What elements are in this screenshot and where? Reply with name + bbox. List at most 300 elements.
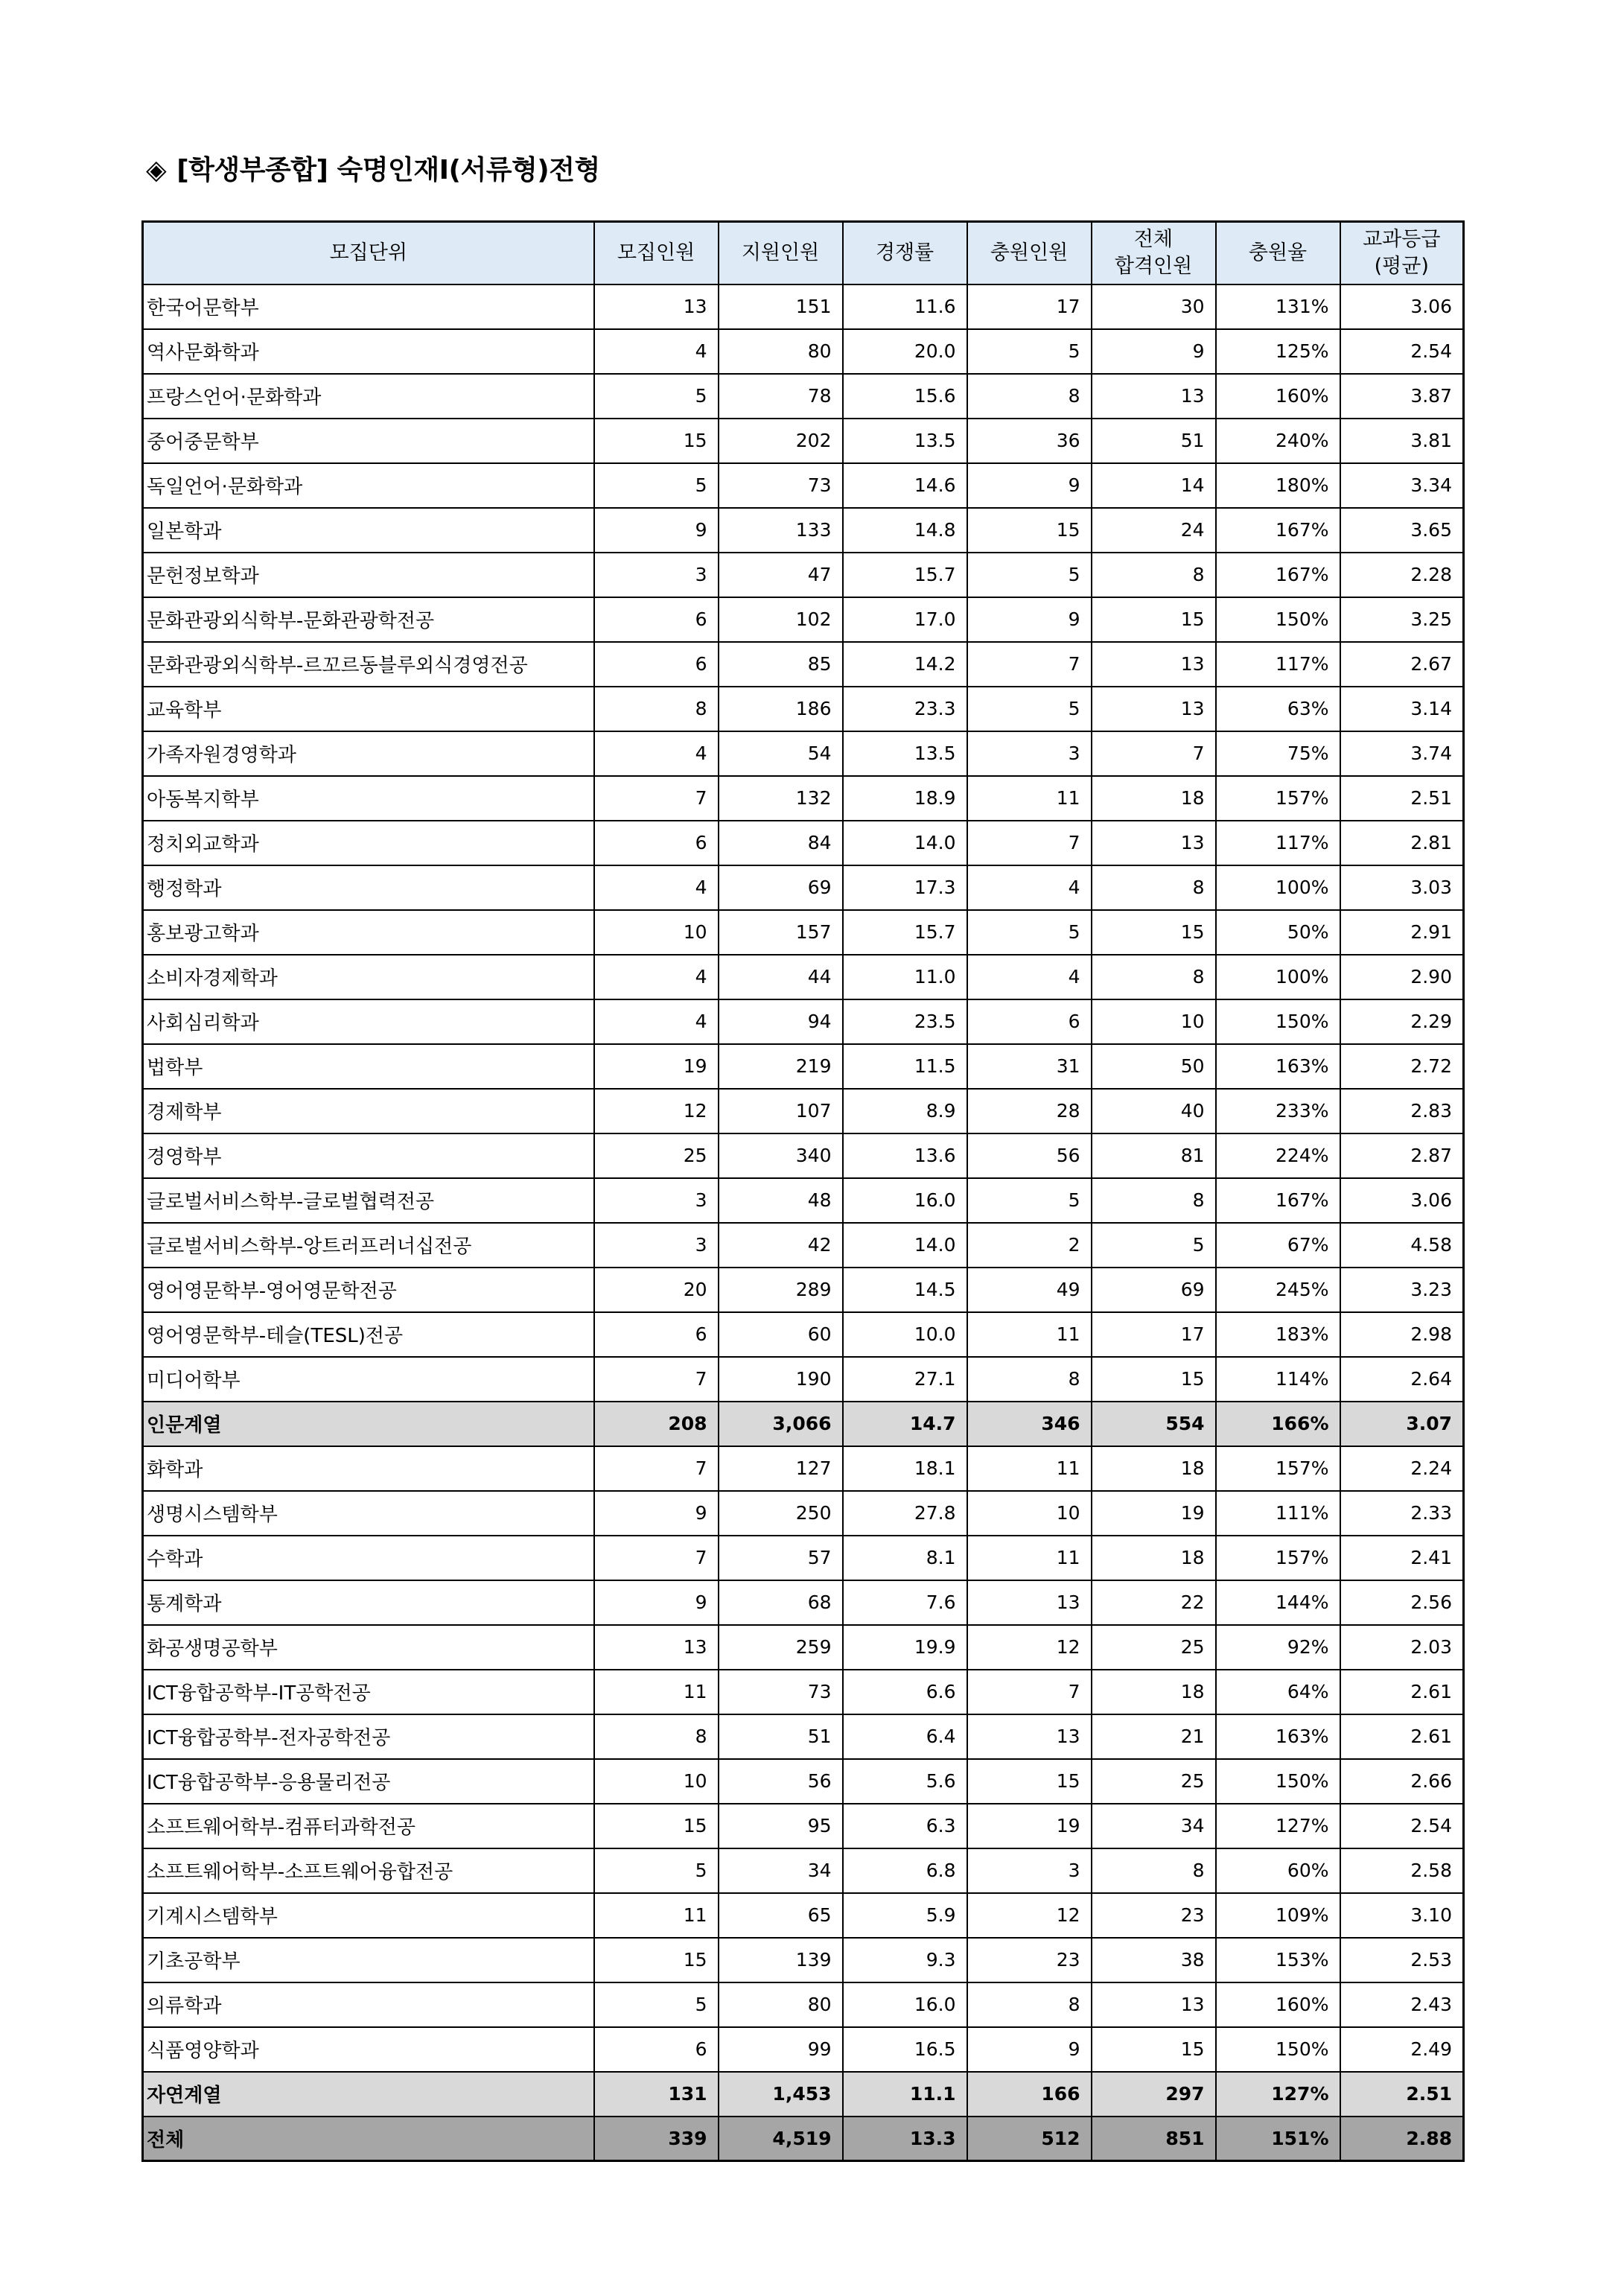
cell-total-admits: 69 xyxy=(1092,1268,1216,1312)
cell-quota: 5 xyxy=(594,374,719,419)
cell-unit: 글로벌서비스학부-앙트러프러너십전공 xyxy=(143,1223,594,1268)
cell-quota: 6 xyxy=(594,821,719,865)
cell-applicants: 69 xyxy=(719,865,843,910)
cell-competition-rate: 6.8 xyxy=(843,1848,967,1893)
cell-applicants: 289 xyxy=(719,1268,843,1312)
cell-unit: 행정학과 xyxy=(143,865,594,910)
cell-competition-rate: 14.0 xyxy=(843,1223,967,1268)
cell-additional-admits: 56 xyxy=(967,1133,1092,1178)
cell-quota: 25 xyxy=(594,1133,719,1178)
cell-unit: 아동복지학부 xyxy=(143,776,594,821)
cell-fill-rate: 109% xyxy=(1216,1893,1340,1938)
header-additional-admits: 충원인원 xyxy=(967,222,1092,284)
cell-total-admits: 18 xyxy=(1092,776,1216,821)
cell-competition-rate: 9.3 xyxy=(843,1938,967,1982)
cell-total-admits: 50 xyxy=(1092,1044,1216,1089)
cell-total-admits: 13 xyxy=(1092,642,1216,687)
table-row xyxy=(143,642,1464,687)
cell-grade-average: 2.41 xyxy=(1340,1536,1464,1580)
cell-quota: 13 xyxy=(594,284,719,329)
cell-competition-rate: 17.0 xyxy=(843,597,967,642)
table-row xyxy=(143,1893,1464,1938)
cell-fill-rate: 67% xyxy=(1216,1223,1340,1268)
cell-unit: 교육학부 xyxy=(143,687,594,731)
cell-unit: 한국어문학부 xyxy=(143,284,594,329)
cell-fill-rate: 166% xyxy=(1216,1402,1340,1446)
cell-quota: 9 xyxy=(594,1491,719,1536)
cell-competition-rate: 6.4 xyxy=(843,1714,967,1759)
cell-competition-rate: 15.7 xyxy=(843,910,967,955)
cell-total-admits: 81 xyxy=(1092,1133,1216,1178)
cell-applicants: 85 xyxy=(719,642,843,687)
cell-grade-average: 2.29 xyxy=(1340,999,1464,1044)
cell-fill-rate: 117% xyxy=(1216,821,1340,865)
subtotal-row xyxy=(143,2072,1464,2117)
cell-quota: 12 xyxy=(594,1089,719,1133)
table-row xyxy=(143,329,1464,374)
cell-unit: 기초공학부 xyxy=(143,1938,594,1982)
cell-additional-admits: 4 xyxy=(967,955,1092,999)
cell-competition-rate: 13.5 xyxy=(843,731,967,776)
cell-unit: 일본학과 xyxy=(143,508,594,553)
cell-competition-rate: 11.1 xyxy=(843,2072,967,2117)
cell-competition-rate: 11.0 xyxy=(843,955,967,999)
cell-quota: 4 xyxy=(594,731,719,776)
cell-unit: 프랑스언어·문화학과 xyxy=(143,374,594,419)
cell-additional-admits: 8 xyxy=(967,1357,1092,1402)
cell-total-admits: 8 xyxy=(1092,1848,1216,1893)
cell-total-admits: 9 xyxy=(1092,329,1216,374)
diamond-icon: ◈ xyxy=(146,155,167,185)
cell-additional-admits: 7 xyxy=(967,821,1092,865)
table-row xyxy=(143,597,1464,642)
cell-quota: 15 xyxy=(594,419,719,463)
table-row xyxy=(143,731,1464,776)
cell-total-admits: 19 xyxy=(1092,1491,1216,1536)
cell-competition-rate: 27.8 xyxy=(843,1491,967,1536)
cell-fill-rate: 157% xyxy=(1216,776,1340,821)
cell-additional-admits: 8 xyxy=(967,374,1092,419)
cell-fill-rate: 151% xyxy=(1216,2117,1340,2161)
cell-applicants: 132 xyxy=(719,776,843,821)
cell-applicants: 157 xyxy=(719,910,843,955)
header-fill-rate: 충원율 xyxy=(1216,222,1340,284)
cell-additional-admits: 12 xyxy=(967,1625,1092,1670)
cell-fill-rate: 127% xyxy=(1216,2072,1340,2117)
header-competition-rate: 경쟁률 xyxy=(843,222,967,284)
cell-applicants: 51 xyxy=(719,1714,843,1759)
cell-total-admits: 13 xyxy=(1092,687,1216,731)
cell-additional-admits: 10 xyxy=(967,1491,1092,1536)
cell-total-admits: 13 xyxy=(1092,821,1216,865)
cell-applicants: 133 xyxy=(719,508,843,553)
cell-competition-rate: 16.5 xyxy=(843,2027,967,2072)
cell-fill-rate: 131% xyxy=(1216,284,1340,329)
cell-grade-average: 2.49 xyxy=(1340,2027,1464,2072)
cell-grade-average: 2.83 xyxy=(1340,1089,1464,1133)
cell-unit: 글로벌서비스학부-글로벌협력전공 xyxy=(143,1178,594,1223)
cell-quota: 3 xyxy=(594,1178,719,1223)
cell-competition-rate: 13.5 xyxy=(843,419,967,463)
cell-additional-admits: 23 xyxy=(967,1938,1092,1982)
cell-grade-average: 4.58 xyxy=(1340,1223,1464,1268)
cell-fill-rate: 63% xyxy=(1216,687,1340,731)
cell-applicants: 60 xyxy=(719,1312,843,1357)
cell-unit: 미디어학부 xyxy=(143,1357,594,1402)
cell-total-admits: 851 xyxy=(1092,2117,1216,2161)
cell-total-admits: 297 xyxy=(1092,2072,1216,2117)
table-row xyxy=(143,999,1464,1044)
cell-additional-admits: 15 xyxy=(967,508,1092,553)
cell-competition-rate: 13.6 xyxy=(843,1133,967,1178)
cell-additional-admits: 8 xyxy=(967,1982,1092,2027)
cell-total-admits: 22 xyxy=(1092,1580,1216,1625)
table-row xyxy=(143,508,1464,553)
cell-grade-average: 2.58 xyxy=(1340,1848,1464,1893)
cell-quota: 6 xyxy=(594,597,719,642)
cell-total-admits: 15 xyxy=(1092,910,1216,955)
cell-unit: 소프트웨어학부-컴퓨터과학전공 xyxy=(143,1804,594,1848)
cell-competition-rate: 6.3 xyxy=(843,1804,967,1848)
cell-applicants: 56 xyxy=(719,1759,843,1804)
cell-competition-rate: 14.0 xyxy=(843,821,967,865)
cell-grade-average: 2.67 xyxy=(1340,642,1464,687)
cell-unit: 영어영문학부-영어영문학전공 xyxy=(143,1268,594,1312)
table-row xyxy=(143,1848,1464,1893)
table-row xyxy=(143,910,1464,955)
cell-unit: 화학과 xyxy=(143,1446,594,1491)
cell-applicants: 68 xyxy=(719,1580,843,1625)
cell-grade-average: 2.91 xyxy=(1340,910,1464,955)
cell-unit: 문화관광외식학부-문화관광학전공 xyxy=(143,597,594,642)
cell-fill-rate: 245% xyxy=(1216,1268,1340,1312)
cell-total-admits: 8 xyxy=(1092,865,1216,910)
cell-competition-rate: 5.6 xyxy=(843,1759,967,1804)
cell-unit: 수학과 xyxy=(143,1536,594,1580)
cell-total-admits: 7 xyxy=(1092,731,1216,776)
cell-applicants: 1,453 xyxy=(719,2072,843,2117)
cell-fill-rate: 144% xyxy=(1216,1580,1340,1625)
cell-quota: 339 xyxy=(594,2117,719,2161)
cell-competition-rate: 17.3 xyxy=(843,865,967,910)
cell-additional-admits: 13 xyxy=(967,1714,1092,1759)
cell-quota: 9 xyxy=(594,1580,719,1625)
cell-competition-rate: 23.3 xyxy=(843,687,967,731)
cell-quota: 15 xyxy=(594,1938,719,1982)
cell-unit: 식품영양학과 xyxy=(143,2027,594,2072)
cell-unit: 영어영문학부-테슬(TESL)전공 xyxy=(143,1312,594,1357)
subtotal-row xyxy=(143,1402,1464,1446)
cell-total-admits: 25 xyxy=(1092,1625,1216,1670)
cell-grade-average: 2.81 xyxy=(1340,821,1464,865)
cell-additional-admits: 5 xyxy=(967,687,1092,731)
cell-additional-admits: 11 xyxy=(967,1446,1092,1491)
cell-applicants: 73 xyxy=(719,463,843,508)
cell-grade-average: 2.03 xyxy=(1340,1625,1464,1670)
cell-additional-admits: 31 xyxy=(967,1044,1092,1089)
table-row xyxy=(143,1714,1464,1759)
cell-additional-admits: 5 xyxy=(967,910,1092,955)
cell-total-admits: 10 xyxy=(1092,999,1216,1044)
cell-additional-admits: 11 xyxy=(967,1536,1092,1580)
cell-competition-rate: 11.6 xyxy=(843,284,967,329)
cell-competition-rate: 16.0 xyxy=(843,1178,967,1223)
cell-total-admits: 24 xyxy=(1092,508,1216,553)
cell-additional-admits: 7 xyxy=(967,1670,1092,1714)
cell-fill-rate: 150% xyxy=(1216,2027,1340,2072)
cell-total-admits: 5 xyxy=(1092,1223,1216,1268)
cell-unit: 법학부 xyxy=(143,1044,594,1089)
cell-grade-average: 3.34 xyxy=(1340,463,1464,508)
total-row xyxy=(143,2117,1464,2161)
table-row xyxy=(143,1536,1464,1580)
cell-unit: 의류학과 xyxy=(143,1982,594,2027)
cell-fill-rate: 163% xyxy=(1216,1714,1340,1759)
cell-additional-admits: 6 xyxy=(967,999,1092,1044)
cell-unit: 가족자원경영학과 xyxy=(143,731,594,776)
cell-grade-average: 3.14 xyxy=(1340,687,1464,731)
cell-grade-average: 2.51 xyxy=(1340,776,1464,821)
cell-total-admits: 34 xyxy=(1092,1804,1216,1848)
table-row xyxy=(143,1133,1464,1178)
cell-grade-average: 2.24 xyxy=(1340,1446,1464,1491)
cell-grade-average: 2.88 xyxy=(1340,2117,1464,2161)
cell-grade-average: 2.61 xyxy=(1340,1670,1464,1714)
cell-applicants: 80 xyxy=(719,329,843,374)
cell-grade-average: 2.43 xyxy=(1340,1982,1464,2027)
cell-applicants: 4,519 xyxy=(719,2117,843,2161)
table-row xyxy=(143,1625,1464,1670)
cell-additional-admits: 5 xyxy=(967,553,1092,597)
cell-additional-admits: 28 xyxy=(967,1089,1092,1133)
cell-fill-rate: 100% xyxy=(1216,955,1340,999)
cell-applicants: 102 xyxy=(719,597,843,642)
cell-quota: 4 xyxy=(594,329,719,374)
cell-grade-average: 3.06 xyxy=(1340,1178,1464,1223)
cell-competition-rate: 8.9 xyxy=(843,1089,967,1133)
cell-competition-rate: 18.9 xyxy=(843,776,967,821)
cell-grade-average: 2.54 xyxy=(1340,1804,1464,1848)
cell-applicants: 250 xyxy=(719,1491,843,1536)
cell-grade-average: 3.87 xyxy=(1340,374,1464,419)
cell-grade-average: 2.51 xyxy=(1340,2072,1464,2117)
cell-total-admits: 15 xyxy=(1092,2027,1216,2072)
table-row xyxy=(143,2027,1464,2072)
page-title xyxy=(146,149,600,187)
cell-fill-rate: 167% xyxy=(1216,1178,1340,1223)
cell-grade-average: 2.53 xyxy=(1340,1938,1464,1982)
cell-additional-admits: 5 xyxy=(967,1178,1092,1223)
cell-additional-admits: 2 xyxy=(967,1223,1092,1268)
cell-competition-rate: 16.0 xyxy=(843,1982,967,2027)
table-row xyxy=(143,553,1464,597)
cell-competition-rate: 11.5 xyxy=(843,1044,967,1089)
cell-additional-admits: 12 xyxy=(967,1893,1092,1938)
cell-competition-rate: 14.8 xyxy=(843,508,967,553)
cell-applicants: 3,066 xyxy=(719,1402,843,1446)
header-quota: 모집인원 xyxy=(594,222,719,284)
cell-fill-rate: 150% xyxy=(1216,999,1340,1044)
cell-grade-average: 2.72 xyxy=(1340,1044,1464,1089)
cell-unit: 소프트웨어학부-소프트웨어융합전공 xyxy=(143,1848,594,1893)
cell-fill-rate: 111% xyxy=(1216,1491,1340,1536)
cell-fill-rate: 60% xyxy=(1216,1848,1340,1893)
cell-total-admits: 51 xyxy=(1092,419,1216,463)
cell-fill-rate: 150% xyxy=(1216,597,1340,642)
cell-unit: 통계학과 xyxy=(143,1580,594,1625)
page-title-text: [학생부종합] 숙명인재I(서류형)전형 xyxy=(176,155,600,185)
cell-competition-rate: 18.1 xyxy=(843,1446,967,1491)
cell-additional-admits: 36 xyxy=(967,419,1092,463)
table-row xyxy=(143,1580,1464,1625)
cell-unit: 인문계열 xyxy=(143,1402,594,1446)
table-row xyxy=(143,1759,1464,1804)
cell-additional-admits: 4 xyxy=(967,865,1092,910)
cell-quota: 5 xyxy=(594,1848,719,1893)
cell-quota: 11 xyxy=(594,1893,719,1938)
table-row xyxy=(143,1089,1464,1133)
table-row xyxy=(143,1223,1464,1268)
cell-fill-rate: 100% xyxy=(1216,865,1340,910)
cell-fill-rate: 163% xyxy=(1216,1044,1340,1089)
cell-applicants: 65 xyxy=(719,1893,843,1938)
cell-total-admits: 13 xyxy=(1092,1982,1216,2027)
cell-applicants: 54 xyxy=(719,731,843,776)
cell-unit: ICT융합공학부-전자공학전공 xyxy=(143,1714,594,1759)
cell-grade-average: 3.03 xyxy=(1340,865,1464,910)
cell-applicants: 57 xyxy=(719,1536,843,1580)
cell-total-admits: 30 xyxy=(1092,284,1216,329)
cell-applicants: 44 xyxy=(719,955,843,999)
cell-quota: 6 xyxy=(594,1312,719,1357)
cell-quota: 20 xyxy=(594,1268,719,1312)
cell-additional-admits: 13 xyxy=(967,1580,1092,1625)
header-total-admits: 전체 합격인원 xyxy=(1092,222,1216,284)
cell-applicants: 78 xyxy=(719,374,843,419)
cell-grade-average: 2.87 xyxy=(1340,1133,1464,1178)
table-row xyxy=(143,955,1464,999)
cell-additional-admits: 9 xyxy=(967,597,1092,642)
table-row xyxy=(143,776,1464,821)
table-row xyxy=(143,284,1464,329)
cell-additional-admits: 19 xyxy=(967,1804,1092,1848)
cell-quota: 3 xyxy=(594,1223,719,1268)
admissions-table xyxy=(141,220,1465,2162)
cell-applicants: 219 xyxy=(719,1044,843,1089)
cell-applicants: 42 xyxy=(719,1223,843,1268)
cell-additional-admits: 346 xyxy=(967,1402,1092,1446)
cell-additional-admits: 9 xyxy=(967,463,1092,508)
cell-quota: 11 xyxy=(594,1670,719,1714)
cell-total-admits: 25 xyxy=(1092,1759,1216,1804)
cell-additional-admits: 5 xyxy=(967,329,1092,374)
cell-applicants: 107 xyxy=(719,1089,843,1133)
cell-total-admits: 554 xyxy=(1092,1402,1216,1446)
cell-applicants: 186 xyxy=(719,687,843,731)
cell-additional-admits: 9 xyxy=(967,2027,1092,2072)
cell-additional-admits: 166 xyxy=(967,2072,1092,2117)
cell-total-admits: 18 xyxy=(1092,1536,1216,1580)
cell-unit: 경제학부 xyxy=(143,1089,594,1133)
cell-quota: 3 xyxy=(594,553,719,597)
cell-competition-rate: 15.7 xyxy=(843,553,967,597)
cell-competition-rate: 27.1 xyxy=(843,1357,967,1402)
cell-unit: 기계시스템학부 xyxy=(143,1893,594,1938)
cell-competition-rate: 14.6 xyxy=(843,463,967,508)
table-row xyxy=(143,419,1464,463)
cell-quota: 7 xyxy=(594,1536,719,1580)
cell-additional-admits: 512 xyxy=(967,2117,1092,2161)
cell-competition-rate: 13.3 xyxy=(843,2117,967,2161)
cell-total-admits: 18 xyxy=(1092,1446,1216,1491)
cell-total-admits: 40 xyxy=(1092,1089,1216,1133)
cell-applicants: 94 xyxy=(719,999,843,1044)
cell-grade-average: 3.10 xyxy=(1340,1893,1464,1938)
cell-fill-rate: 117% xyxy=(1216,642,1340,687)
cell-quota: 5 xyxy=(594,463,719,508)
cell-unit: ICT융합공학부-IT공학전공 xyxy=(143,1670,594,1714)
cell-applicants: 80 xyxy=(719,1982,843,2027)
cell-quota: 7 xyxy=(594,1357,719,1402)
table-row xyxy=(143,865,1464,910)
cell-additional-admits: 3 xyxy=(967,1848,1092,1893)
table-row xyxy=(143,1804,1464,1848)
cell-fill-rate: 240% xyxy=(1216,419,1340,463)
cell-total-admits: 23 xyxy=(1092,1893,1216,1938)
cell-additional-admits: 11 xyxy=(967,776,1092,821)
table-row xyxy=(143,1357,1464,1402)
cell-additional-admits: 15 xyxy=(967,1759,1092,1804)
table-row xyxy=(143,1178,1464,1223)
cell-grade-average: 3.81 xyxy=(1340,419,1464,463)
cell-quota: 131 xyxy=(594,2072,719,2117)
cell-total-admits: 38 xyxy=(1092,1938,1216,1982)
cell-fill-rate: 64% xyxy=(1216,1670,1340,1714)
cell-grade-average: 2.98 xyxy=(1340,1312,1464,1357)
cell-competition-rate: 14.2 xyxy=(843,642,967,687)
cell-fill-rate: 50% xyxy=(1216,910,1340,955)
cell-fill-rate: 224% xyxy=(1216,1133,1340,1178)
cell-grade-average: 3.07 xyxy=(1340,1402,1464,1446)
cell-grade-average: 2.90 xyxy=(1340,955,1464,999)
cell-quota: 10 xyxy=(594,910,719,955)
cell-fill-rate: 180% xyxy=(1216,463,1340,508)
cell-unit: 화공생명공학부 xyxy=(143,1625,594,1670)
cell-fill-rate: 183% xyxy=(1216,1312,1340,1357)
table-body xyxy=(143,284,1464,2161)
header-applicants: 지원인원 xyxy=(719,222,843,284)
cell-grade-average: 2.54 xyxy=(1340,329,1464,374)
cell-fill-rate: 125% xyxy=(1216,329,1340,374)
table-row xyxy=(143,1670,1464,1714)
cell-applicants: 139 xyxy=(719,1938,843,1982)
cell-applicants: 48 xyxy=(719,1178,843,1223)
cell-quota: 4 xyxy=(594,955,719,999)
cell-fill-rate: 150% xyxy=(1216,1759,1340,1804)
cell-fill-rate: 114% xyxy=(1216,1357,1340,1402)
cell-grade-average: 3.25 xyxy=(1340,597,1464,642)
cell-unit: 자연계열 xyxy=(143,2072,594,2117)
cell-quota: 4 xyxy=(594,865,719,910)
cell-additional-admits: 7 xyxy=(967,642,1092,687)
cell-quota: 8 xyxy=(594,687,719,731)
table-row xyxy=(143,1491,1464,1536)
cell-unit: 사회심리학과 xyxy=(143,999,594,1044)
cell-total-admits: 21 xyxy=(1092,1714,1216,1759)
cell-applicants: 190 xyxy=(719,1357,843,1402)
cell-applicants: 99 xyxy=(719,2027,843,2072)
cell-additional-admits: 49 xyxy=(967,1268,1092,1312)
